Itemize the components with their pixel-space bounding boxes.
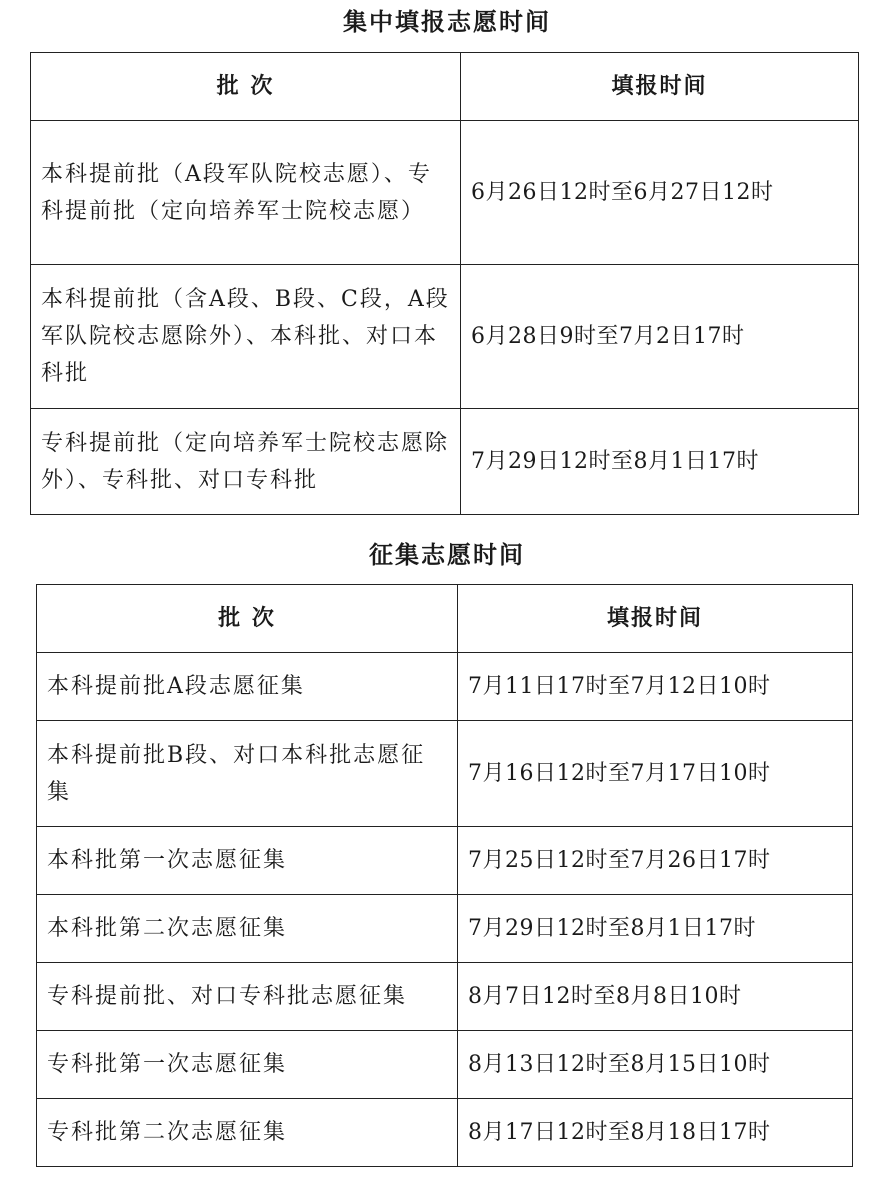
section-title-solicitation: 征集志愿时间 — [369, 540, 525, 569]
time-cell: 7月29日12时至8月1日17时 — [461, 409, 859, 515]
table-row — [37, 721, 853, 827]
batch-cell: 专科批第一次志愿征集 — [37, 1031, 458, 1099]
concentrated-schedule-table — [30, 52, 859, 515]
table-row — [31, 121, 859, 265]
time-cell: 8月13日12时至8月15日10时 — [458, 1031, 853, 1099]
time-cell: 7月11日17时至7月12日10时 — [458, 653, 853, 721]
table-row — [37, 1099, 853, 1167]
batch-cell: 专科批第二次志愿征集 — [37, 1099, 458, 1167]
time-cell: 8月17日12时至8月18日17时 — [458, 1099, 853, 1167]
column-header-batch: 批 次 — [31, 53, 461, 121]
batch-cell: 专科提前批（定向培养军士院校志愿除外）、专科批、对口专科批 — [31, 409, 461, 515]
table-row — [31, 265, 859, 409]
column-header-time: 填报时间 — [458, 585, 853, 653]
batch-cell: 专科提前批、对口专科批志愿征集 — [37, 963, 458, 1031]
column-header-time: 填报时间 — [461, 53, 859, 121]
time-cell: 8月7日12时至8月8日10时 — [458, 963, 853, 1031]
table-row — [37, 963, 853, 1031]
table-row — [37, 895, 853, 963]
table-row — [37, 827, 853, 895]
section-title-concentrated: 集中填报志愿时间 — [343, 7, 551, 36]
solicitation-schedule-table — [36, 584, 853, 1167]
batch-cell: 本科提前批A段志愿征集 — [37, 653, 458, 721]
table-row — [37, 653, 853, 721]
time-cell: 7月25日12时至7月26日17时 — [458, 827, 853, 895]
batch-cell: 本科提前批（A段军队院校志愿）、专科提前批（定向培养军士院校志愿） — [31, 121, 461, 265]
time-cell: 7月29日12时至8月1日17时 — [458, 895, 853, 963]
table-header-row — [31, 53, 859, 121]
table-row — [37, 1031, 853, 1099]
batch-cell: 本科批第二次志愿征集 — [37, 895, 458, 963]
table-row — [31, 409, 859, 515]
column-header-batch: 批 次 — [37, 585, 458, 653]
table-header-row — [37, 585, 853, 653]
batch-cell: 本科批第一次志愿征集 — [37, 827, 458, 895]
batch-cell: 本科提前批B段、对口本科批志愿征集 — [37, 721, 458, 827]
batch-cell: 本科提前批（含A段、B段、C段，A段军队院校志愿除外）、本科批、对口本科批 — [31, 265, 461, 409]
time-cell: 6月26日12时至6月27日12时 — [461, 121, 859, 265]
time-cell: 7月16日12时至7月17日10时 — [458, 721, 853, 827]
time-cell: 6月28日9时至7月2日17时 — [461, 265, 859, 409]
